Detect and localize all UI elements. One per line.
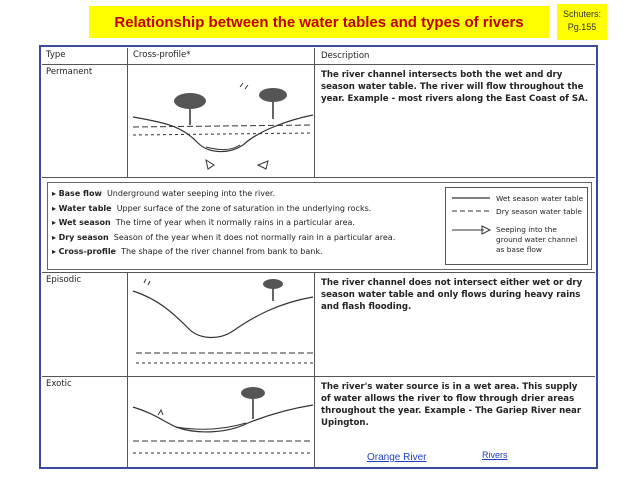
- tree-icon: [241, 387, 265, 419]
- glossary-term: Base flow: [58, 189, 102, 198]
- glossary-term: Dry season: [58, 232, 109, 242]
- table-row-permanent: [42, 65, 595, 178]
- glossary-definition: The shape of the river channel from bank to bank.: [121, 247, 323, 256]
- reference-line-1: Schuters:: [562, 9, 602, 19]
- description-permanent: The river channel intersects both the wet and dry season water table. The river will flow throughout the year. Example - most rivers along the East Coast of SA.: [314, 65, 595, 177]
- reference-line-2: Pg.155: [567, 22, 597, 32]
- scanned-worksheet: [39, 45, 598, 469]
- line-key: [445, 187, 588, 265]
- glossary-legend: [47, 182, 592, 270]
- table-row-exotic: [42, 377, 595, 469]
- tree-icon: [259, 88, 287, 119]
- glossary-definition: Season of the year when it does not normally rain in a particular area.: [113, 232, 396, 242]
- glossary-definition: Upper surface of the zone of saturation in the underlying rocks.: [116, 203, 372, 213]
- header-profile: Cross-profile*: [133, 50, 191, 60]
- glossary-item: ▸ Dry season Season of the year when it does not normally rain in a particular area.: [52, 232, 396, 242]
- glossary-item: ▸ Base flow Underground water seeping into the river.: [52, 189, 276, 198]
- key-seep-label: Seeping into the ground water channel as base flow: [496, 225, 578, 254]
- glossary-item: ▸ Wet season The time of year when it normally rains in a particular area.: [52, 218, 355, 227]
- description-exotic: The river's water source is in a wet area. This supply of water allows the river to flow through drier areas throughout the year. Example - The Gariep River near Upington.: [314, 377, 595, 469]
- profile-exotic: [127, 377, 314, 469]
- glossary-definition: Underground water seeping into the river.: [106, 189, 276, 198]
- glossary-definition: The time of year when it normally rains in a particular area.: [115, 218, 355, 227]
- description-episodic: The river channel does not intersect either wet or dry season water table and only flows during heavy rains and flash flooding.: [314, 273, 595, 376]
- header-description-cell: [314, 48, 595, 64]
- orange-river-link[interactable]: Orange River: [367, 452, 427, 463]
- glossary-term: Cross-profile: [58, 247, 116, 256]
- type-episodic: Episodic: [46, 275, 82, 285]
- type-exotic: Exotic: [46, 379, 72, 389]
- header-type: Type: [46, 50, 66, 60]
- profile-episodic: [127, 273, 314, 376]
- glossary-term: Water table: [58, 203, 112, 213]
- table-header-row: [42, 48, 595, 65]
- reference-note: [557, 4, 607, 40]
- episodic-cross-profile-sketch: [128, 273, 315, 377]
- key-dry-label: Dry season water table: [496, 207, 582, 216]
- type-permanent: Permanent: [46, 67, 93, 77]
- glossary-item: ▸ Water table Upper surface of the zone of saturation in the underlying rocks.: [52, 203, 372, 213]
- table-row-episodic: [42, 273, 595, 377]
- exotic-cross-profile-sketch: [128, 377, 315, 469]
- profile-permanent: [127, 65, 314, 177]
- tree-icon: [263, 279, 283, 301]
- permanent-cross-profile-sketch: [128, 65, 315, 178]
- key-wet-label: Wet season water table: [496, 194, 584, 203]
- glossary-item: ▸ Cross-profile The shape of the river channel from bank to bank.: [52, 247, 323, 256]
- header-profile-cell: [127, 48, 314, 64]
- title-banner: [89, 6, 549, 38]
- glossary-term: Wet season: [58, 218, 111, 227]
- rivers-link[interactable]: Rivers: [482, 450, 508, 460]
- header-description: Description: [321, 51, 370, 61]
- glossary-list: [52, 187, 395, 260]
- tree-icon: [174, 93, 206, 125]
- page-title: Relationship between the water tables and types of rivers: [114, 13, 524, 31]
